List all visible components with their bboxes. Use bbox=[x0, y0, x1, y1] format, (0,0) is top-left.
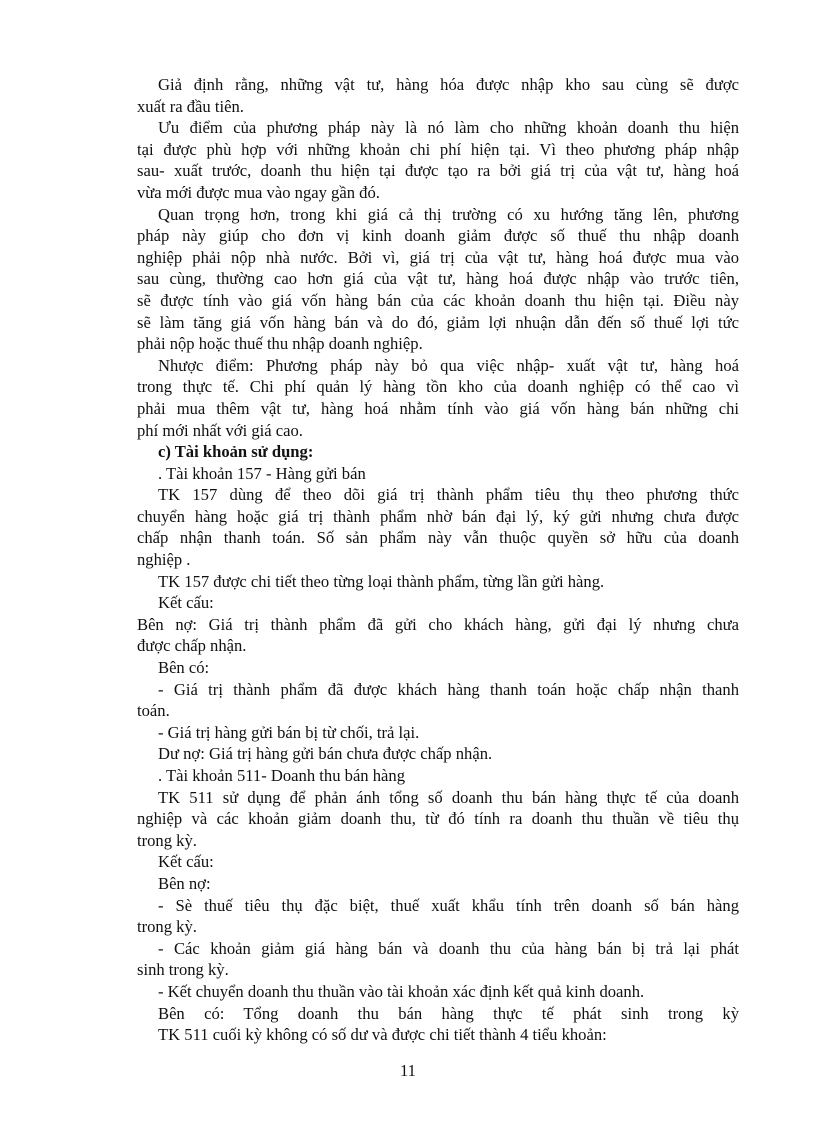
text-line: toán. bbox=[137, 701, 170, 721]
text-line: trong thực tế. Chi phí quản lý hàng tồn kho của doanh nghiệp có thể cao vì bbox=[137, 377, 739, 397]
text-line: tại được phù hợp với những khoản chi phí hiện tại. Vì theo phương pháp nhập bbox=[137, 139, 739, 159]
text-line: TK 157 được chi tiết theo từng loại thành phẩm, từng lần gửi hàng. bbox=[158, 571, 605, 591]
text-line: - Các khoản giảm giá hàng bán và doanh thu của hàng bán bị trả lại phát bbox=[158, 938, 739, 958]
text-line: trong kỳ. bbox=[137, 830, 197, 850]
text-line: Ưu điểm của phương pháp này là nó làm cho những khoản doanh thu hiện bbox=[158, 118, 739, 138]
text-line: Bên có: bbox=[158, 658, 210, 678]
text-line: xuất ra đầu tiên. bbox=[137, 96, 244, 116]
text-line: trong kỳ. bbox=[137, 917, 197, 937]
text-line: nghiệp và các khoản giảm doanh thu, từ đó tính ra doanh thu thuần về tiêu thụ bbox=[137, 809, 739, 829]
text-line: TK 511 cuối kỳ không có số dư và được chi tiết thành 4 tiểu khoản: bbox=[158, 1025, 607, 1045]
text-line: Kết cấu: bbox=[158, 852, 214, 872]
text-line: Dư nợ: Giá trị hàng gửi bán chưa được chấp nhận. bbox=[158, 744, 493, 764]
text-line: sau- xuất trước, doanh thu hiện tại được tạo ra bởi giá trị của vật tư, hàng hoá bbox=[137, 161, 739, 181]
text-line: được chấp nhận. bbox=[137, 636, 247, 656]
text-line: nghiệp . bbox=[137, 550, 191, 570]
text-line: - Giá trị hàng gửi bán bị từ chối, trả lại. bbox=[158, 722, 420, 742]
document-body bbox=[137, 74, 739, 1046]
page-number: 11 bbox=[400, 1061, 416, 1080]
section-heading: c) Tài khoản sử dụng: bbox=[158, 442, 314, 462]
account-heading: . Tài khoản 157 - Hàng gửi bán bbox=[158, 463, 366, 483]
text-line: pháp này giúp cho đơn vị kinh doanh giảm được số thuế thu nhập doanh bbox=[137, 226, 739, 246]
text-line: - Giá trị thành phẩm đã được khách hàng thanh toán hoặc chấp nhận thanh bbox=[158, 679, 739, 699]
text-line: chấp nhận thanh toán. Số sản phẩm này vẫn thuộc quyền sở hữu của doanh bbox=[137, 528, 739, 548]
text-line: nghiệp phải nộp nhà nước. Bởi vì, giá trị của vật tư, hàng hoá được mua vào bbox=[137, 247, 739, 267]
text-line: TK 157 dùng để theo dõi giá trị thành phẩm tiêu thụ theo phương thức bbox=[158, 485, 739, 505]
text-line: Giả định rằng, những vật tư, hàng hóa được nhập kho sau cùng sẽ được bbox=[158, 75, 739, 94]
text-line: sau cùng, thường cao hơn giá của vật tư, hàng hoá được nhập vào trước tiên, bbox=[137, 269, 739, 289]
text-line: phí mới nhất với giá cao. bbox=[137, 420, 303, 440]
text-line: sinh trong kỳ. bbox=[137, 960, 229, 980]
text-line: sẽ làm tăng giá vốn hàng bán và do đó, giảm lợi nhuận dẫn đến số thuế lợi tức bbox=[137, 312, 739, 332]
account-heading: . Tài khoản 511- Doanh thu bán hàng bbox=[158, 766, 406, 785]
text-line: TK 511 sử dụng để phản ánh tổng số doanh thu bán hàng thực tế của doanh bbox=[158, 787, 739, 807]
text-line: Kết cấu: bbox=[158, 593, 214, 613]
text-line: vừa mới được mua vào ngay gần đó. bbox=[137, 182, 380, 202]
text-line: Bên nợ: bbox=[158, 873, 211, 893]
text-line: Nhược điểm: Phương pháp này bỏ qua việc nhập- xuất vật tư, hàng hoá bbox=[158, 355, 739, 375]
text-line: Bên có: Tổng doanh thu bán hàng thực tế phát sinh trong kỳ bbox=[158, 1003, 739, 1023]
text-line: Quan trọng hơn, trong khi giá cả thị trường có xu hướng tăng lên, phương bbox=[158, 204, 739, 224]
text-line: phải mua thêm vật tư, hàng hoá nhằm tính vào giá vốn hàng bán những chi bbox=[137, 398, 739, 418]
text-line: - Kết chuyển doanh thu thuần vào tài khoản xác định kết quả kinh doanh. bbox=[158, 981, 645, 1001]
text-line: phải nộp hoặc thuế thu nhập doanh nghiệp. bbox=[137, 334, 423, 354]
text-line: sẽ được tính vào giá vốn hàng bán của các khoản doanh thu hiện tại. Điều này bbox=[137, 290, 739, 310]
text-line: - Sè thuế tiêu thụ đặc biệt, thuế xuất khẩu tính trên doanh số bán hàng bbox=[158, 895, 739, 915]
text-line: chuyển hàng hoặc giá trị thành phẩm nhờ bán đại lý, ký gửi nhưng chưa được bbox=[137, 506, 739, 526]
text-line: Bên nợ: Giá trị thành phẩm đã gửi cho khách hàng, gửi đại lý nhưng chưa bbox=[137, 614, 739, 634]
